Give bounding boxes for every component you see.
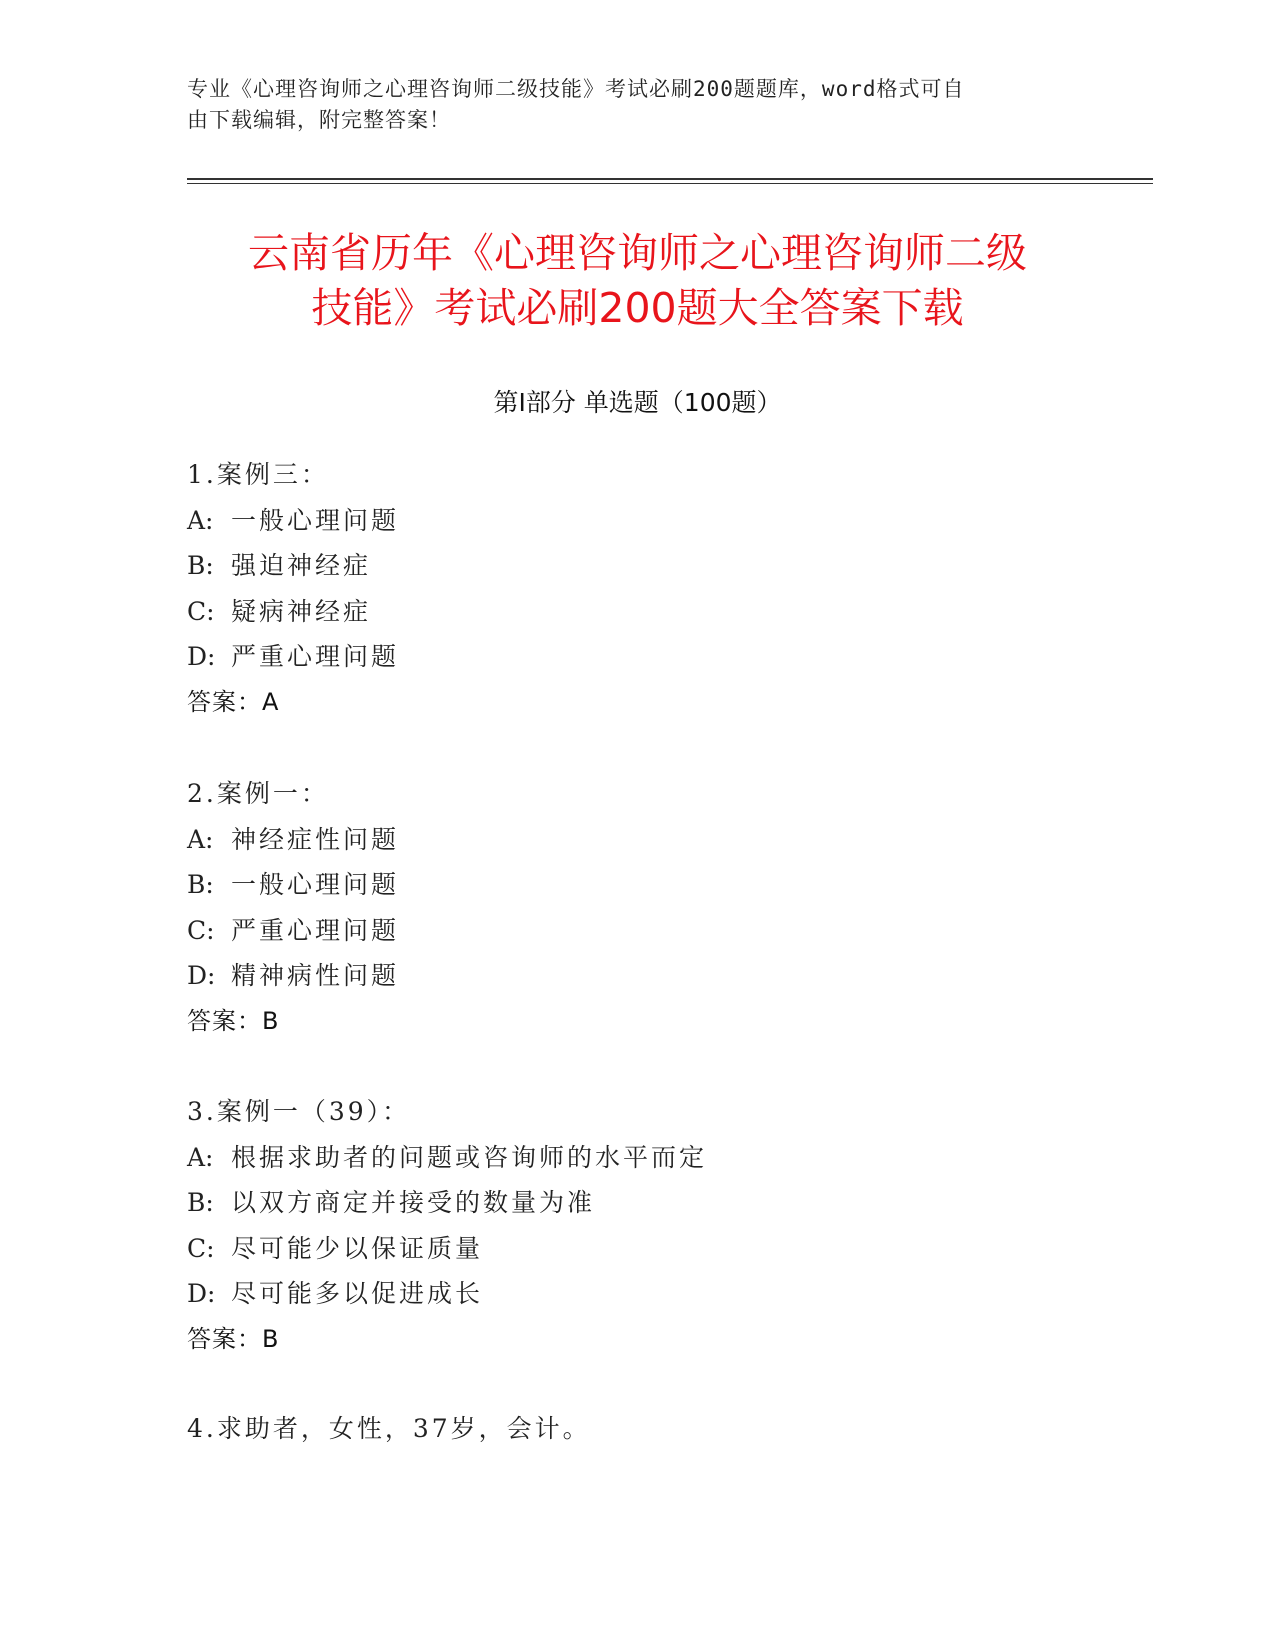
- option-letter: C:: [187, 1233, 215, 1263]
- answer-key: 答案：A: [187, 687, 280, 716]
- option-letter: D:: [187, 642, 216, 671]
- document-title: [160, 226, 1115, 336]
- option-d: [187, 1271, 1087, 1317]
- option-c: [187, 589, 1087, 635]
- question-stem: 1.案例三：: [187, 460, 329, 489]
- question-stem: 4.求助者，女性，37岁，会计。: [187, 1414, 591, 1443]
- header-note-line-1: 专业《心理咨询师之心理咨询师二级技能》考试必刷200题题库，word格式可自: [187, 77, 965, 101]
- question-stem: 2.案例一：: [187, 779, 329, 808]
- question-4: [187, 1406, 1087, 1452]
- document-title-line-2: 技能》考试必刷200题大全答案下载: [311, 284, 964, 332]
- option-letter: B:: [187, 870, 214, 899]
- question-1: [187, 452, 1087, 725]
- option-text: 一般心理问题: [231, 870, 400, 899]
- option-text: 尽可能少以保证质量: [231, 1233, 484, 1263]
- option-b: [187, 862, 1087, 908]
- option-letter: D:: [187, 961, 216, 990]
- option-c: [187, 1226, 1087, 1272]
- option-letter: A:: [187, 824, 214, 854]
- document-title-line-1: 云南省历年《心理咨询师之心理咨询师二级: [248, 229, 1027, 277]
- question-stem: 3.案例一（39）：: [187, 1097, 411, 1126]
- header-divider-thick: [187, 178, 1153, 180]
- option-text: 以双方商定并接受的数量为准: [231, 1188, 596, 1217]
- question-2: [187, 771, 1087, 1044]
- option-letter: B:: [187, 551, 214, 580]
- option-text: 神经症性问题: [231, 824, 400, 854]
- option-a: [187, 1135, 1087, 1181]
- option-text: 精神病性问题: [231, 961, 400, 990]
- option-text: 严重心理问题: [231, 915, 400, 945]
- question-3: [187, 1089, 1087, 1362]
- option-b: [187, 543, 1087, 589]
- option-text: 一般心理问题: [231, 505, 400, 535]
- option-letter: A:: [187, 1142, 214, 1172]
- option-letter: D:: [187, 1279, 216, 1308]
- header-note-line-2: 由下载编辑，附完整答案！: [187, 108, 451, 132]
- option-text: 严重心理问题: [231, 642, 400, 671]
- option-text: 尽可能多以促进成长: [231, 1279, 484, 1308]
- answer-key: 答案：B: [187, 1006, 280, 1035]
- option-text: 强迫神经症: [231, 551, 372, 580]
- option-d: [187, 953, 1087, 999]
- option-text: 疑病神经症: [231, 596, 372, 626]
- section-heading: 第Ⅰ部分 单选题（100题）: [493, 388, 782, 417]
- option-letter: B:: [187, 1188, 214, 1217]
- option-c: [187, 908, 1087, 954]
- option-a: [187, 498, 1087, 544]
- option-letter: A:: [187, 505, 214, 535]
- option-b: [187, 1180, 1087, 1226]
- option-a: [187, 817, 1087, 863]
- option-text: 根据求助者的问题或咨询师的水平而定: [231, 1142, 708, 1172]
- option-letter: C:: [187, 596, 215, 626]
- option-letter: C:: [187, 915, 215, 945]
- option-d: [187, 634, 1087, 680]
- header-divider-thin: [187, 183, 1153, 184]
- answer-key: 答案：B: [187, 1324, 280, 1353]
- document-header-note: [187, 74, 1067, 136]
